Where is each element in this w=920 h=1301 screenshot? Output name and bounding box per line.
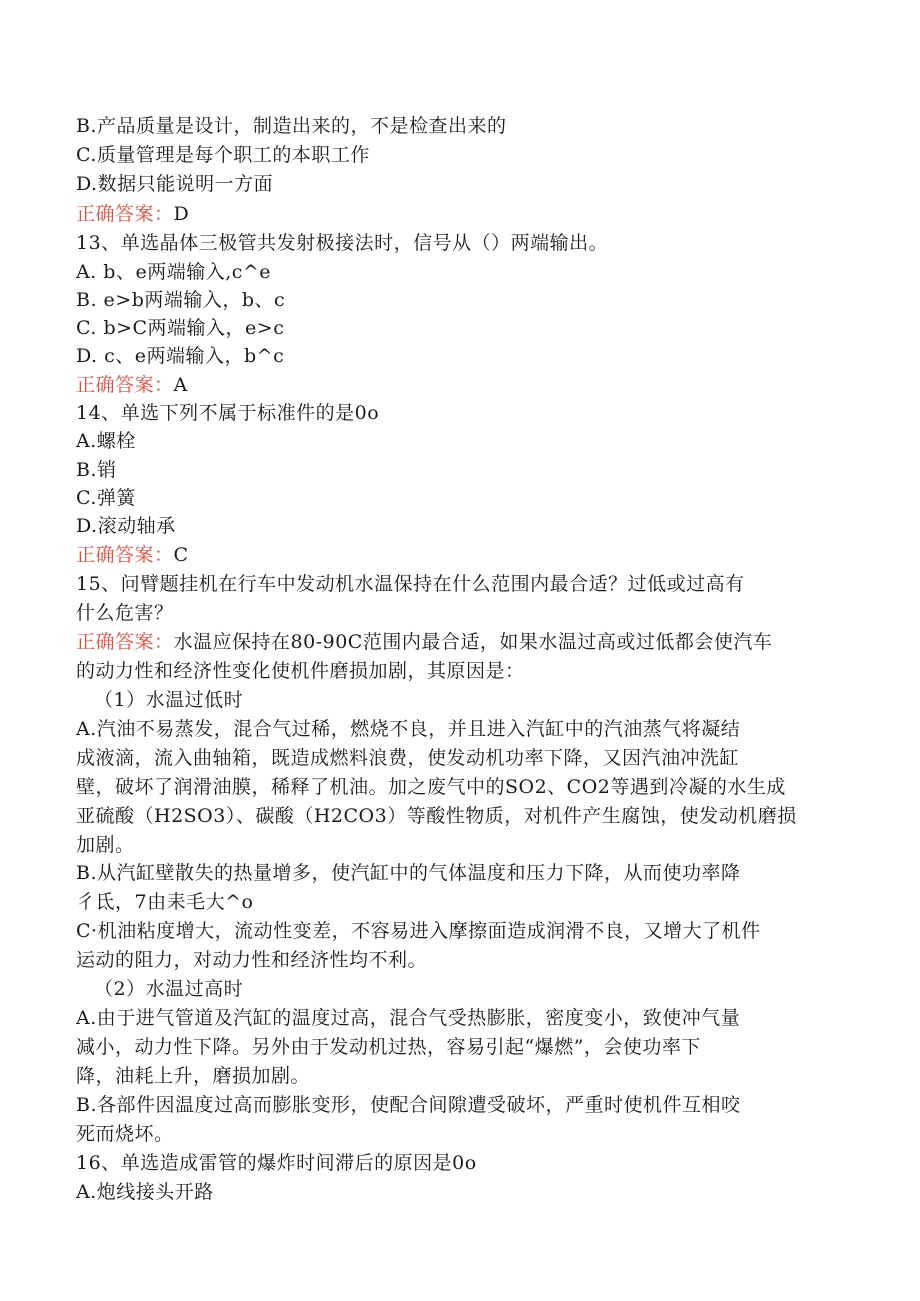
- answer-value: D: [173, 203, 190, 225]
- option-a-q13: A. b、e两端输入,c^e: [76, 261, 272, 283]
- paragraph-line: 降，油耗上升，磨损加剧。: [76, 1065, 311, 1087]
- subheading-high-temp: （2）水温过高时: [94, 978, 244, 1000]
- paragraph-line: 壁，破坏了润滑油膜，稀释了机油。加之废气中的SO2、CO2等遇到冷凝的水生成: [76, 776, 786, 798]
- question-16: 16、单选造成雷管的爆炸时间滞后的原因是0o: [76, 1152, 477, 1174]
- answer-q15: [76, 628, 772, 656]
- paragraph-line: 运动的阻力，对动力性和经济性均不利。: [76, 949, 428, 971]
- option-c-q14: C.弹簧: [76, 487, 136, 509]
- paragraph-line: A.由于进气管道及汽缸的温度过高，混合气受热膨胀，密度变小，致使冲气量: [76, 1007, 741, 1029]
- question-14: 14、单选下列不属于标准件的是0o: [76, 402, 380, 424]
- option-c-q12: C.质量管理是每个职工的本职工作: [76, 144, 370, 166]
- option-a-q14: A.螺栓: [76, 430, 136, 452]
- paragraph-line: B.各部件因温度过高而膨胀变形，使配合间隙遭受破坏，严重时使机件互相咬: [76, 1094, 741, 1116]
- answer-q15-line-2: 的动力性和经济性变化使机件磨损加剧，其原因是：: [76, 660, 525, 682]
- answer-value: C: [173, 544, 189, 566]
- option-d-q14: D.滚动轴承: [76, 515, 176, 537]
- option-d-q13: D. c、e两端输入，b^c: [76, 345, 285, 367]
- paragraph-line: 死而烧坏。: [76, 1123, 174, 1145]
- option-b-q14: B.销: [76, 459, 117, 481]
- option-b-q13: B. e>b两端输入，b、c: [76, 289, 286, 311]
- paragraph-line: A.汽油不易蒸发，混合气过稀，燃烧不良，并且进入汽缸中的汽油蒸气将凝结: [76, 718, 741, 740]
- answer-label: 正确答案：: [76, 631, 174, 653]
- paragraph-line: 亚硫酸（H2SO3）、碳酸（H2CO3）等酸性物质，对机件产生腐蚀，使发动机磨损: [76, 805, 797, 827]
- question-15-line-2: 什么危害？: [76, 602, 174, 624]
- answer-q13: [76, 371, 188, 399]
- option-a-q16: A.炮线接头开路: [76, 1181, 214, 1203]
- paragraph-line: 彳氐，7由耒毛大^o: [76, 891, 254, 913]
- option-c-q13: C. b>C两端输入，e>c: [76, 317, 285, 339]
- option-b-q12: B.产品质量是设计，制造出来的，不是检查出来的: [76, 115, 507, 137]
- paragraph-line: B.从汽缸壁散失的热量增多，使汽缸中的气体温度和压力下降，从而使功率降: [76, 862, 741, 884]
- paragraph-line: 加剧。: [76, 834, 135, 856]
- answer-q14: [76, 541, 189, 569]
- answer-value: A: [173, 374, 188, 396]
- question-15-line-1: 15、问臂题挂机在行车中发动机水温保持在什么范围内最合适？过低或过高有: [76, 573, 745, 595]
- answer-label: 正确答案：: [76, 203, 174, 225]
- question-13: 13、单选晶体三极管共发射极接法时，信号从（）两端输出。: [76, 232, 609, 254]
- option-d-q12: D.数据只能说明一方面: [76, 173, 274, 195]
- answer-label: 正确答案：: [76, 374, 174, 396]
- answer-value: 水温应保持在80-90C范围内最合适，如果水温过高或过低都会使汽车: [173, 631, 773, 653]
- paragraph-line: 成液滴，流入曲轴箱，既造成燃料浪费，使发动机功率下降，又因汽油冲洗缸: [76, 747, 740, 769]
- subheading-low-temp: （1）水温过低时: [94, 689, 244, 711]
- answer-label: 正确答案：: [76, 544, 174, 566]
- answer-q12: [76, 200, 189, 228]
- paragraph-line: C·机油粘度增大，流动性变差，不容易进入摩擦面造成润滑不良，又增大了机件: [76, 920, 761, 942]
- paragraph-line: 减小，动力性下降。另外由于发动机过热，容易引起“爆燃”，会使功率下: [76, 1036, 701, 1058]
